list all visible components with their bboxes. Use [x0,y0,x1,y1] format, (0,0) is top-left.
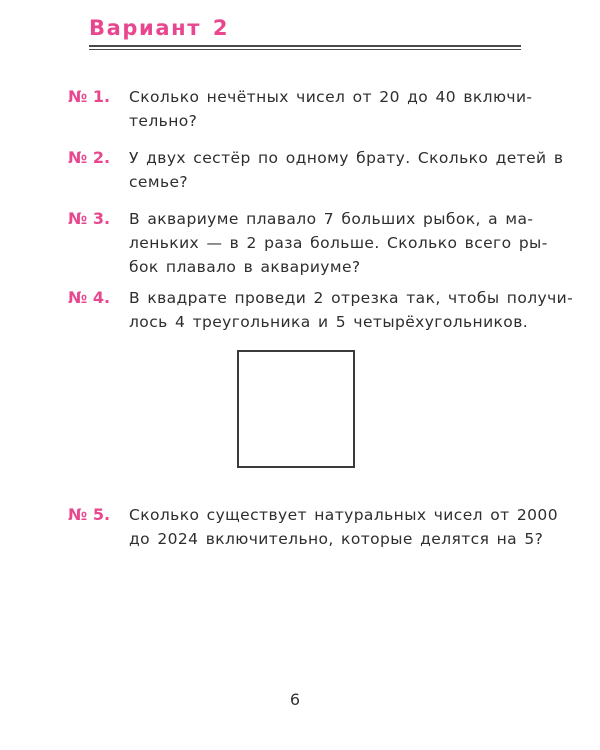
task-number: № 4. [68,288,111,307]
task-text [129,85,532,133]
task-text-line: семье? [129,173,189,191]
task-text-line: лось 4 треугольника и 5 четырёхугольников. [129,313,529,331]
page-title: Вариант 2 [89,16,230,40]
task-text-line: Сколько нечётных чисел от 20 до 40 включи- [129,88,533,106]
task-text-line: У двух сестёр по одному брату. Сколько детей в [129,149,564,167]
task-text-line: до 2024 включительно, которые делятся на 5? [129,530,544,548]
task-text [129,146,563,194]
task-number: № 3. [68,209,111,228]
page-number: 6 [289,690,301,709]
task-text-line: бок плавало в аквариуме? [129,258,361,276]
task-text [129,286,573,334]
task-number: № 1. [68,87,111,106]
square-figure [237,350,355,468]
title-divider-thick [89,45,521,47]
task-text-line: Сколько существует натуральных чисел от 2000 [129,506,558,524]
task-text [129,207,548,279]
task-text-line: В квадрате проведи 2 отрезка так, чтобы получи- [129,289,574,307]
task-text-line: В аквариуме плавало 7 больших рыбок, а ма- [129,210,534,228]
task-number: № 5. [68,505,111,524]
title-divider-thin [89,49,521,50]
task-text-line: леньких — в 2 раза больше. Сколько всего ры- [129,234,548,252]
task-text [129,503,558,551]
task-number: № 2. [68,148,111,167]
task-text-line: тельно? [129,112,198,130]
